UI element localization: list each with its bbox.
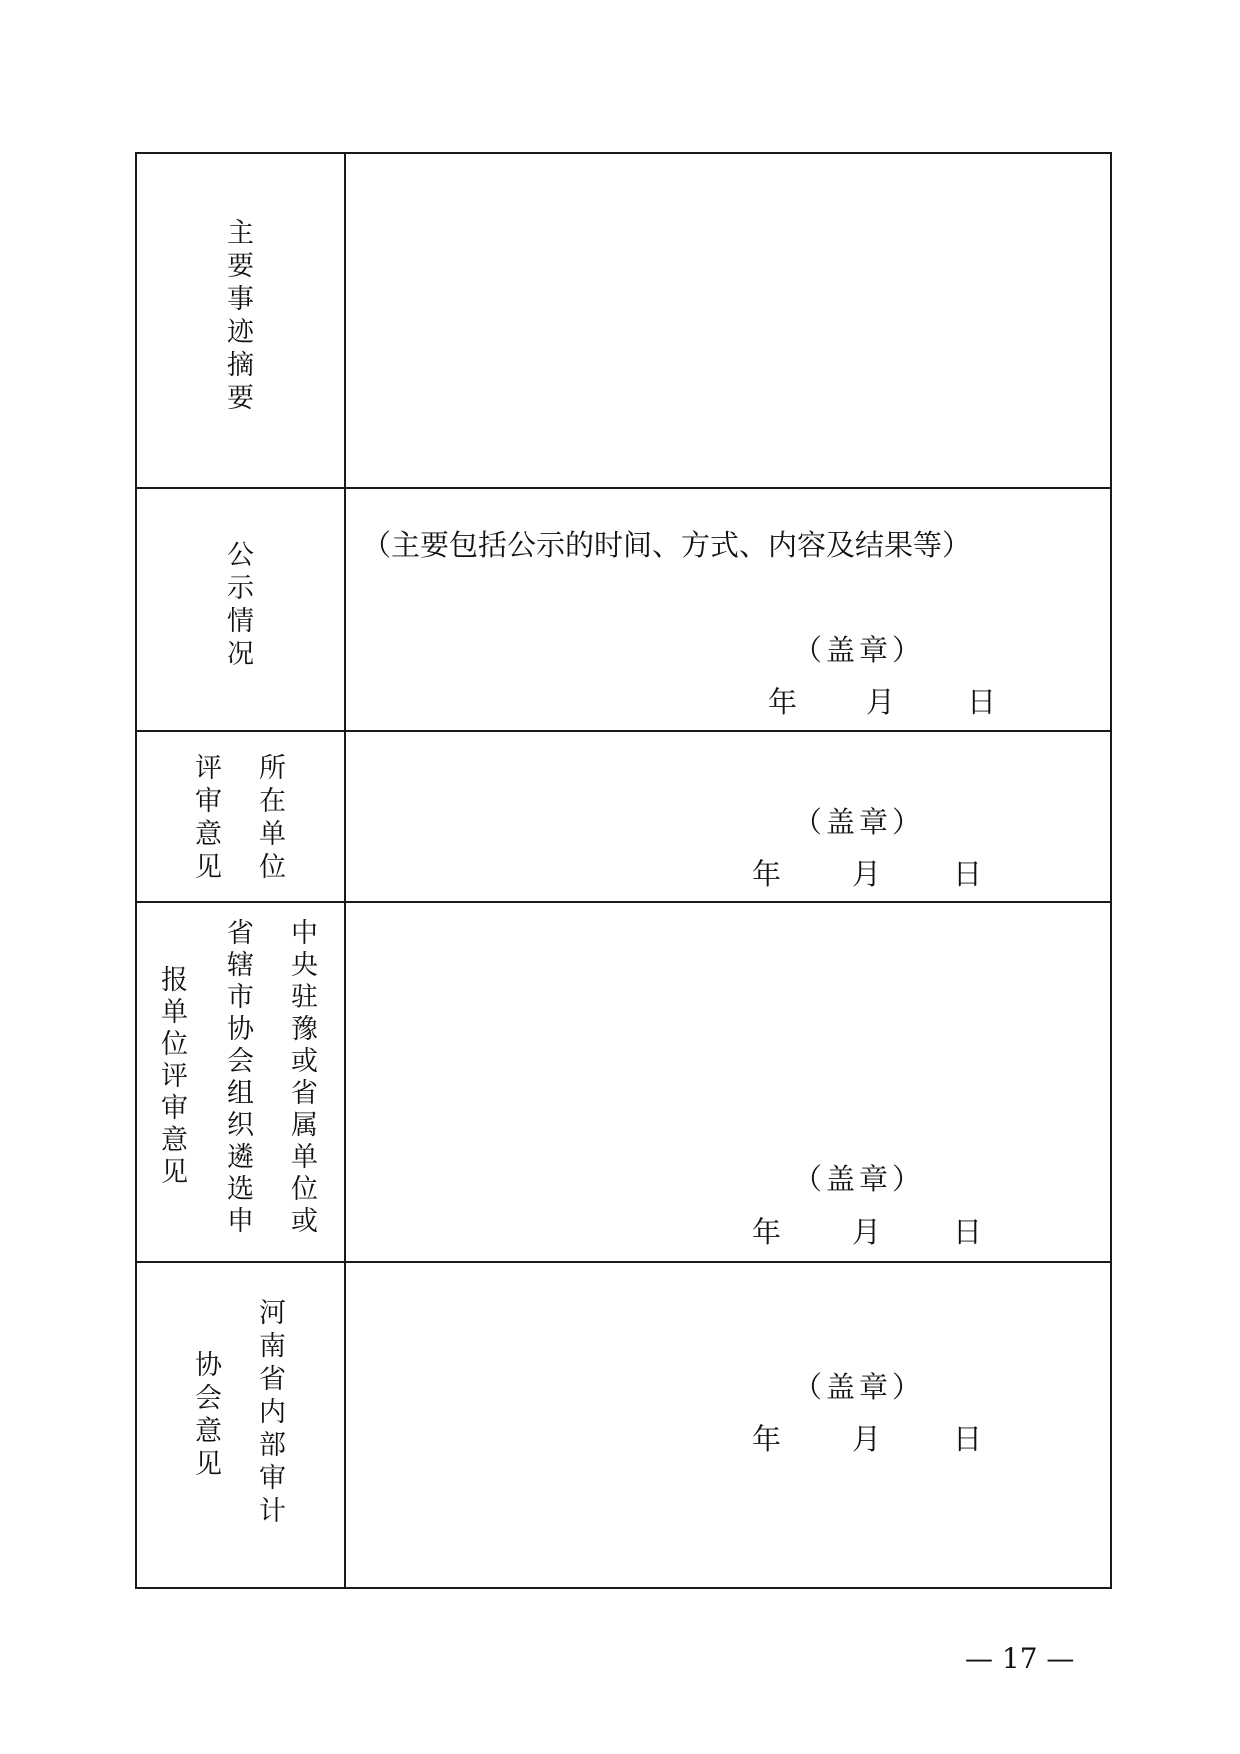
row-divider [135, 730, 1112, 732]
association-label-col1: 河南省内部审计 [254, 1298, 285, 1529]
date-day: 日 [953, 857, 983, 891]
row-divider [135, 1261, 1112, 1263]
seal-text: （盖章） [793, 1370, 926, 1404]
seal-text: （盖章） [793, 1162, 926, 1196]
publicity-hint: （主要包括公示的时间、方式、内容及结果等） [362, 528, 972, 562]
date-year: 年 [768, 685, 798, 719]
row-divider [135, 901, 1112, 903]
row-divider [135, 487, 1112, 489]
date-day: 日 [953, 1215, 983, 1249]
column-divider [344, 152, 346, 1589]
unit-review-label-col2: 评审意见 [190, 753, 221, 885]
date-month: 月 [852, 1215, 882, 1249]
page-number: — 17 — [965, 1642, 1075, 1675]
date-month: 月 [852, 857, 882, 891]
date-month: 月 [852, 1422, 882, 1456]
org-review-label-col3: 报单位评审意见 [156, 965, 187, 1189]
org-review-label-col1: 中央驻豫或省属单位或 [286, 918, 317, 1238]
date-month: 月 [866, 685, 896, 719]
date-year: 年 [752, 857, 782, 891]
unit-review-label-col1: 所在单位 [254, 753, 285, 885]
date-day: 日 [967, 685, 997, 719]
publicity-label: 公示情况 [222, 540, 253, 672]
org-review-label-col2: 省辖市协会组织遴选申 [222, 918, 253, 1238]
date-year: 年 [752, 1215, 782, 1249]
main-deeds-label: 主要事迹摘要 [222, 218, 253, 416]
seal-text: （盖章） [793, 633, 926, 667]
date-day: 日 [953, 1422, 983, 1456]
seal-text: （盖章） [793, 805, 926, 839]
association-label-col2: 协会意见 [190, 1350, 221, 1482]
date-year: 年 [752, 1422, 782, 1456]
